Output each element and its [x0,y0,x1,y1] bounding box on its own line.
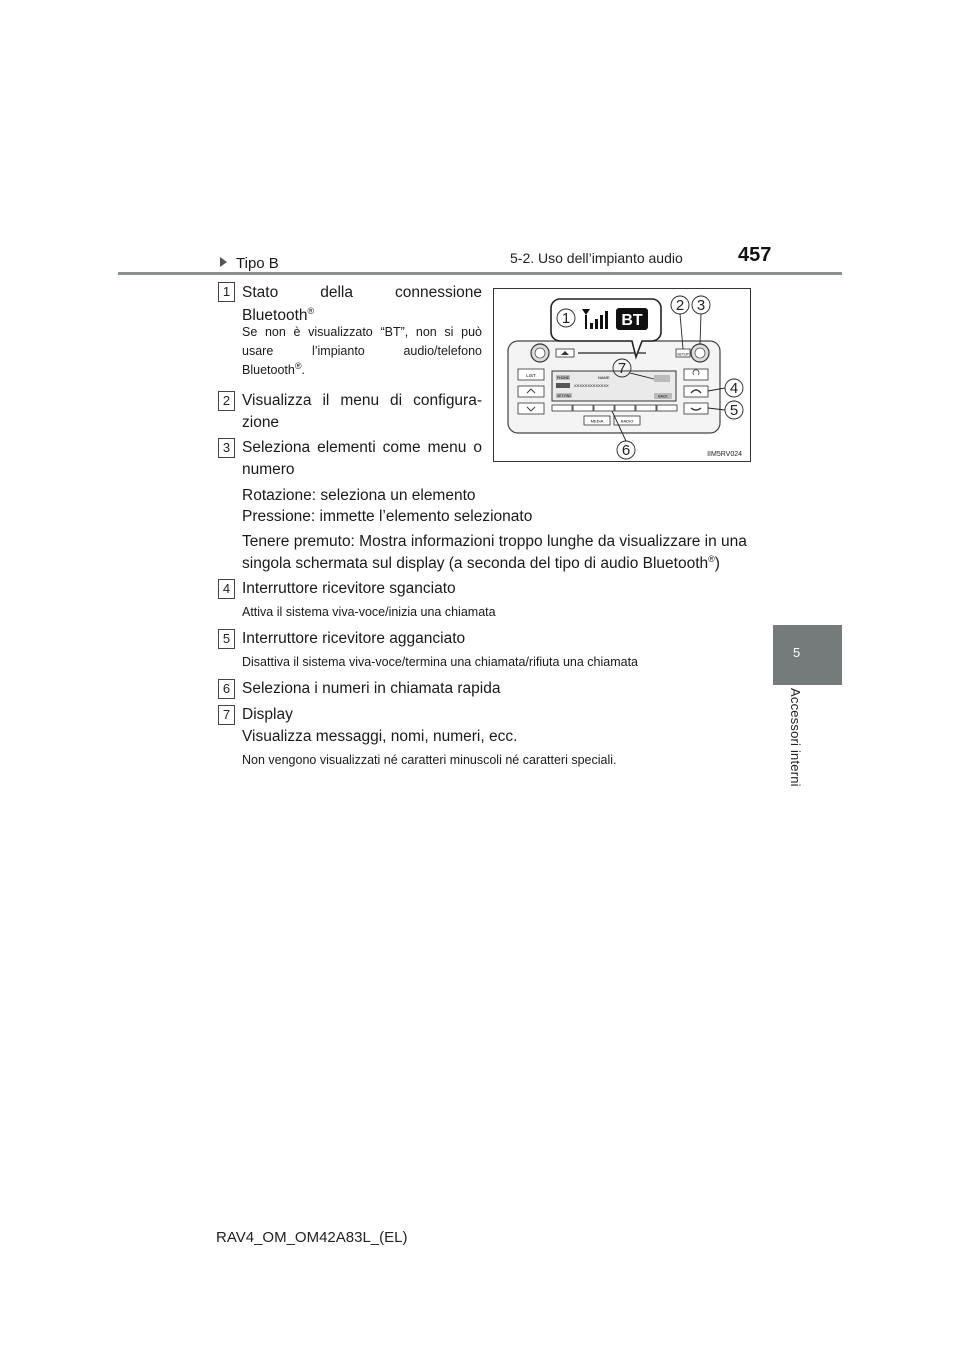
on-hook-button [684,403,708,414]
signal-indicator [654,375,670,382]
item-note: usare l’impianto audio/telefono [242,344,482,358]
chapter-number: 5 [793,645,801,660]
triangle-bullet-icon [220,257,227,267]
item-title: Visualizza il menu di configura- [242,392,482,409]
subhead-text: Tipo B [236,255,279,272]
header-divider [118,272,842,275]
callout-3: 3 [696,297,706,314]
item-title: Interruttore ricevitore agganciato [242,630,466,647]
list-label: LIST [526,373,536,378]
item-number-badge: 3 [218,438,235,458]
item-title: Seleziona i numeri in chiamata rapida [242,680,501,697]
media-label: MEDIA [590,418,604,424]
chapter-tab [773,625,842,685]
off-hook-button [684,386,708,397]
item-title-line2: Bluetooth® [242,305,315,324]
page-number: 457 [738,244,772,266]
item-detail: Visualizza messaggi, nomi, numeri, ecc. [242,728,518,745]
item-note: Se non è visualizzato “BT”, non si può [242,325,482,339]
display-text: XXXXXXXXXXXXX [574,383,609,388]
bt-label: BT [621,312,643,329]
setup-label: SETUP [677,352,689,357]
item-detail: Tenere premuto: Mostra informazioni troppo lunghe da visualizzare in una [242,533,747,550]
callout-7: 7 [617,360,627,377]
audio-unit-illustration [493,288,751,462]
name-label: NAME [598,375,610,380]
callout-6: 6 [621,442,631,459]
item-detail: Pressione: immette l’elemento selezionato [242,508,533,525]
subhead [220,255,279,272]
item-title-line2: numero [242,461,295,478]
chapter-label: Accessori interni [788,688,803,787]
item-title: Display [242,706,293,723]
down-button [518,403,544,414]
battery-indicator [556,383,570,388]
item-title: Stato della connessione [242,284,482,301]
item-note: Disattiva il sistema viva-voce/termina una chiamata/rifiuta una chiamata [242,655,639,669]
item-note: Non vengono visualizzati né caratteri minuscoli né caratteri speciali. [242,753,617,767]
item-title: Interruttore ricevitore sganciato [242,580,456,597]
item-note: Bluetooth®. [242,360,305,377]
item-number-badge: 1 [218,282,235,302]
item-detail: Rotazione: seleziona un elemento [242,487,476,504]
item-detail: singola schermata sul display (a seconda del tipo di audio Bluetooth®) [242,553,720,572]
item-number-badge: 2 [218,391,235,411]
back-button [684,369,708,380]
document-code: RAV4_OM_OM42A83L_(EL) [216,1229,408,1246]
section-title: 5-2. Uso dell’impianto audio [510,250,683,266]
callout-5: 5 [729,402,739,419]
phone-label: PHONE [556,376,570,380]
item-number-badge: 5 [218,629,235,649]
radio-label: RADIO [620,418,634,424]
item-number-badge: 7 [218,705,235,725]
up-button [518,386,544,397]
callout-1: 1 [561,310,571,327]
set-pad-label: SET-PAD [557,394,571,398]
item-title-line2: zione [242,414,280,431]
item-number-badge: 4 [218,579,235,599]
item-note: Attiva il sistema viva-voce/inizia una chiamata [242,605,496,619]
back-label: BACK [658,394,668,399]
figure-code: IIM5RV024 [707,451,742,458]
item-title: Seleziona elementi come menu o [242,439,482,456]
callout-4: 4 [729,380,739,397]
item-number-badge: 6 [218,679,235,699]
audio-panel-drawing [494,289,750,461]
callout-2: 2 [675,297,685,314]
